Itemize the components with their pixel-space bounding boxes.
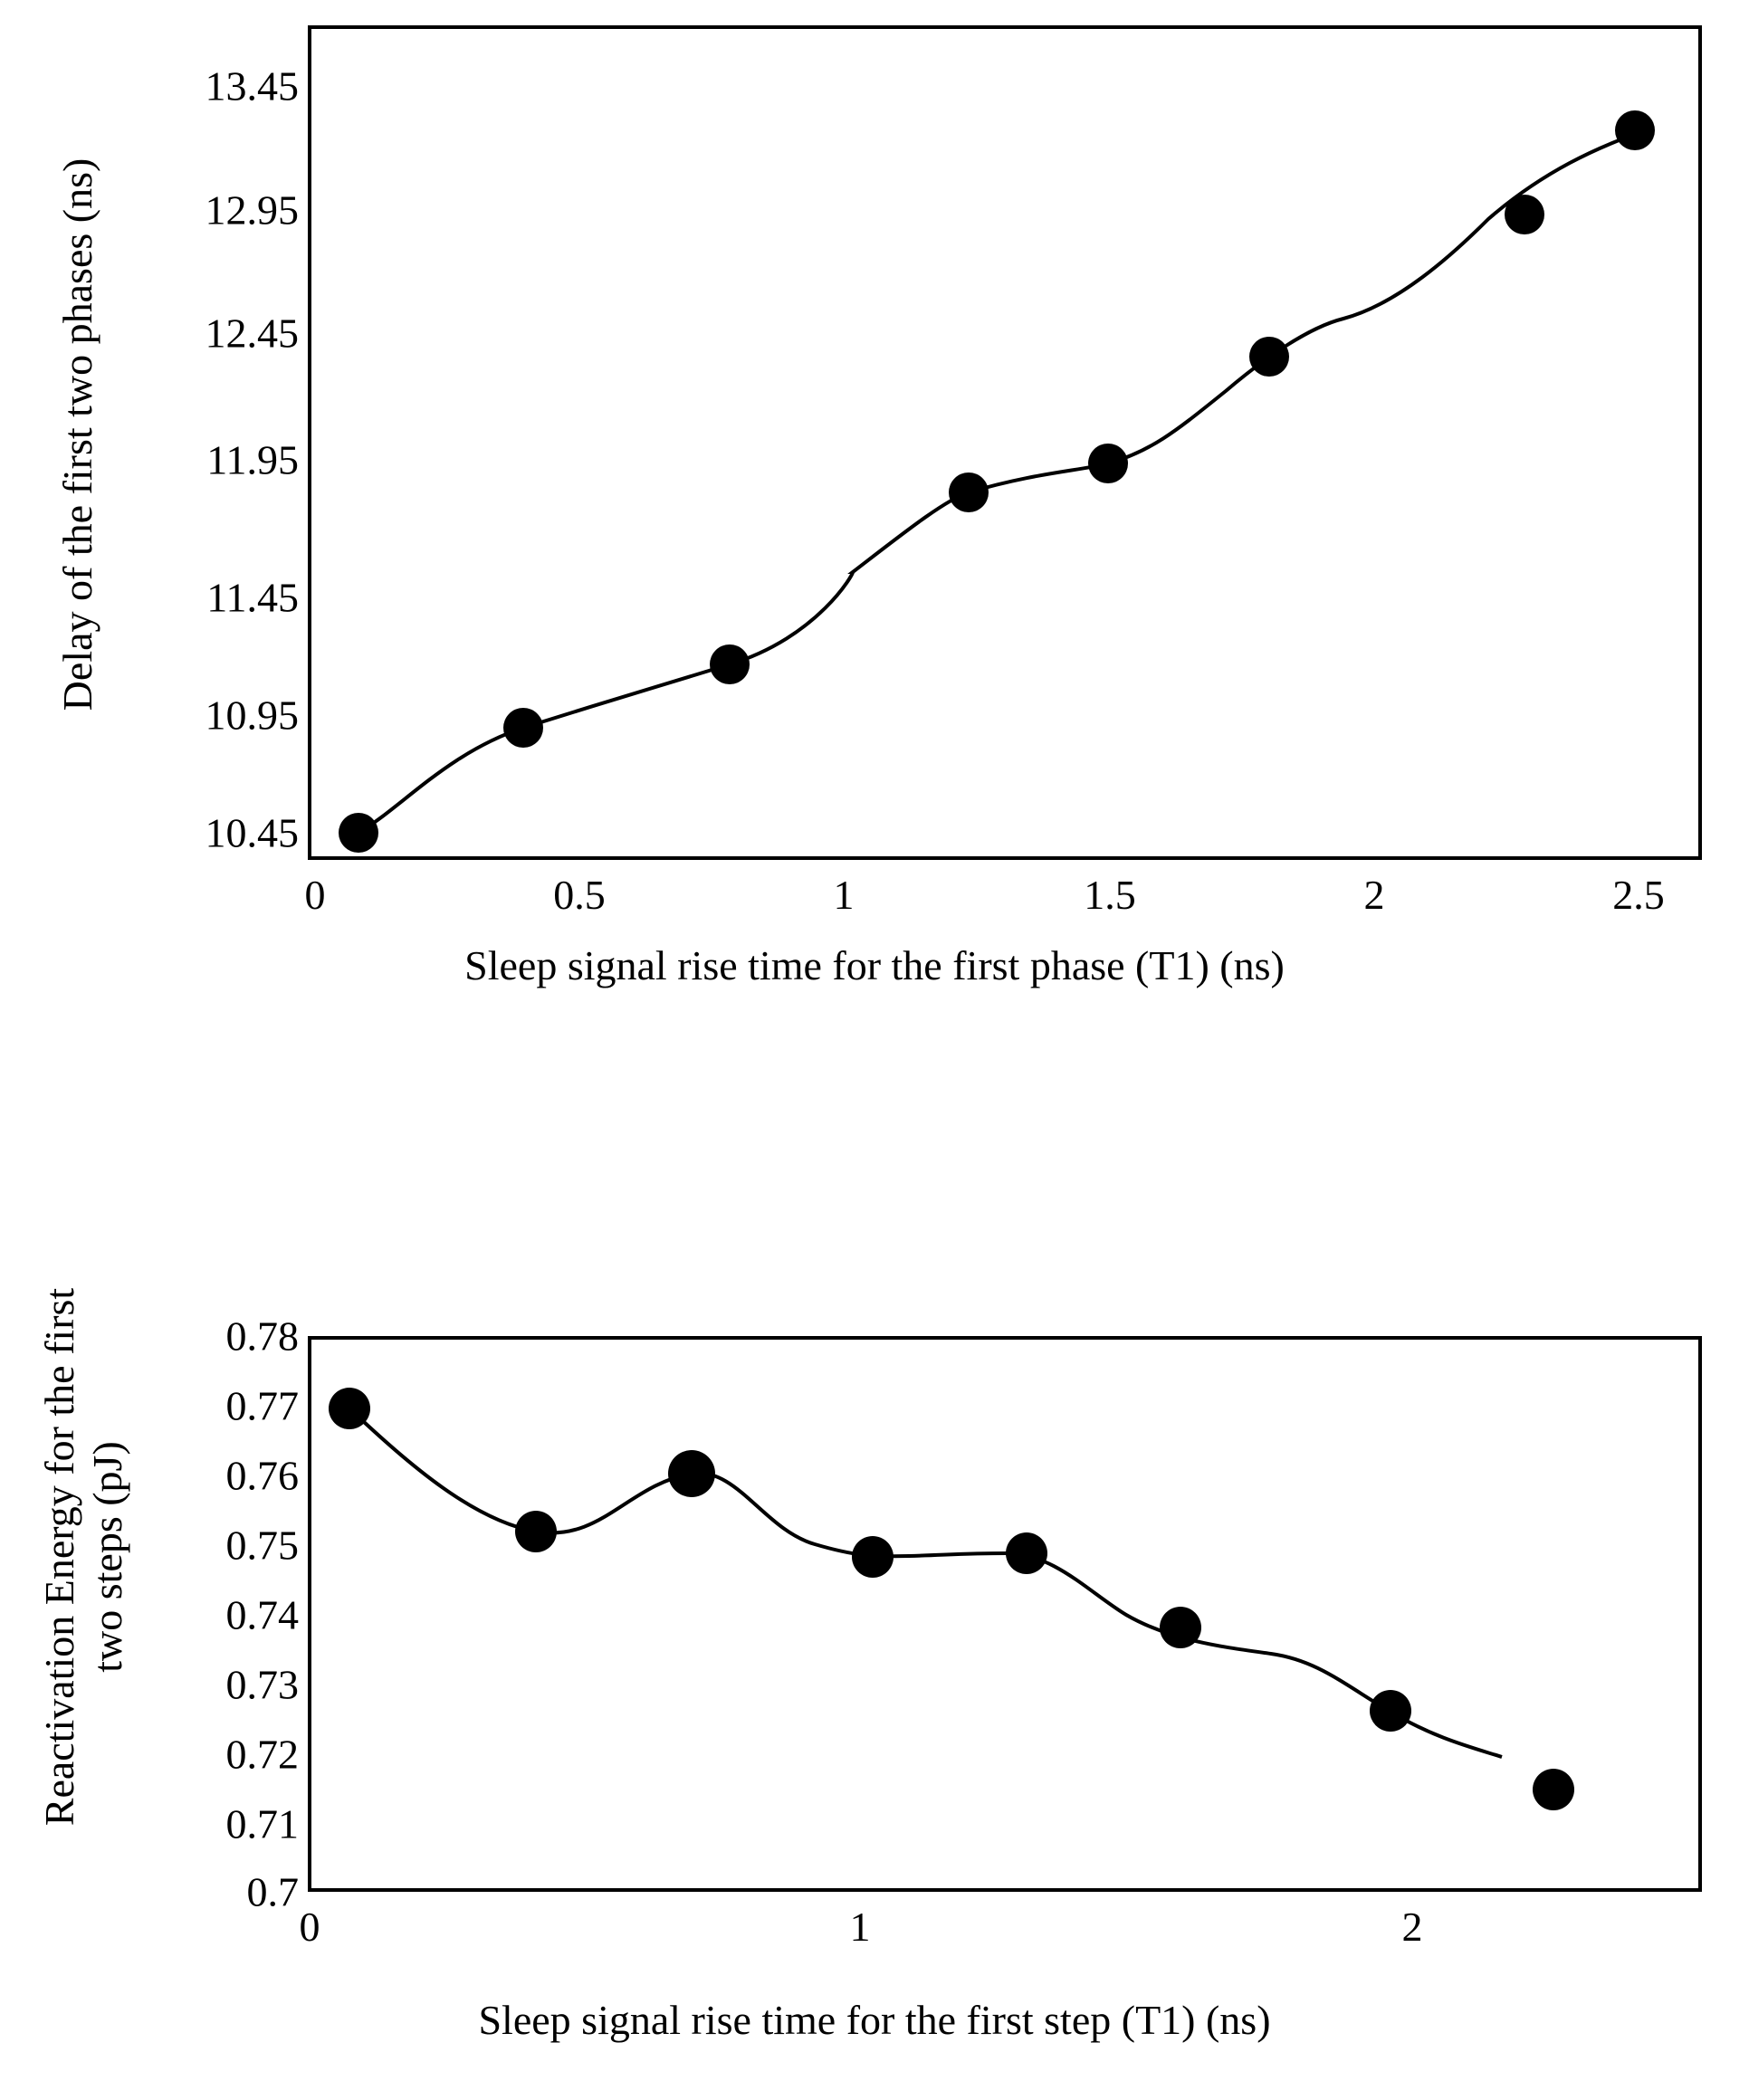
chart-top-ytick-0: 10.45 [205,809,299,856]
chart-bottom-point [329,1388,370,1429]
chart-bottom-xtick-0: 0 [299,1904,320,1950]
chart-bottom-ytick-2: 0.72 [225,1731,299,1778]
chart-top-xtick-2: 1 [833,872,855,918]
chart-bottom-point [852,1536,894,1578]
chart-bottom-line [349,1408,1502,1757]
chart-bottom-point [1006,1532,1047,1574]
chart-bottom-ytick-7: 0.77 [225,1382,299,1429]
chart-top-ytick-5: 12.95 [205,186,299,234]
chart-top-point [1088,444,1128,483]
chart-bottom [0,1041,1749,2100]
chart-bottom-xtick-2: 2 [1401,1904,1423,1950]
chart-bottom-plot-area [308,1336,1702,1892]
chart-bottom-ytick-0: 0.7 [246,1868,299,1915]
chart-top-ytick-1: 10.95 [205,692,299,739]
chart-top-point [949,472,989,512]
chart-bottom-point [515,1511,557,1552]
chart-bottom-ytick-4: 0.74 [225,1591,299,1638]
chart-top-series-svg [311,29,1706,864]
chart-top-xtick-5: 2.5 [1612,872,1665,918]
chart-top-point [503,708,543,748]
chart-bottom-y-axis-label-line2: two steps (pJ) [83,1441,130,1673]
chart-top-ytick-2: 11.45 [206,574,299,621]
chart-top-xtick-0: 0 [304,872,326,918]
chart-bottom-x-axis-label: Sleep signal rise time for the first step (T1) (ns) [478,1997,1271,2043]
chart-top-xtick-1: 0.5 [553,872,606,918]
chart-bottom-point [1370,1690,1411,1732]
chart-top-point [339,813,378,853]
chart-top-ytick-4: 12.45 [205,310,299,357]
chart-top-xtick-3: 1.5 [1084,872,1136,918]
chart-top-xtick-4: 2 [1363,872,1385,918]
chart-bottom-ytick-6: 0.76 [225,1452,299,1499]
chart-bottom-point [668,1450,715,1497]
chart-bottom-series-svg [311,1340,1706,1895]
chart-top-x-axis-label: Sleep signal rise time for the first phase (T1) (ns) [464,942,1285,988]
chart-top [0,0,1749,1041]
chart-bottom-point [1533,1769,1574,1810]
chart-bottom-xtick-1: 1 [849,1904,871,1950]
chart-bottom-ytick-5: 0.75 [225,1522,299,1569]
chart-top-plot-area [308,25,1702,860]
chart-top-ytick-6: 13.45 [205,62,299,110]
chart-bottom-ytick-3: 0.73 [225,1661,299,1708]
chart-top-point [1249,337,1289,377]
chart-top-y-axis-label: Delay of the first two phases (ns) [54,158,100,711]
chart-bottom-y-axis-label-line1: Reactivation Energy for the first [36,1287,82,1827]
chart-top-point [1615,110,1655,150]
chart-top-line [358,129,1651,833]
chart-bottom-point [1160,1607,1201,1648]
chart-top-ytick-3: 11.95 [206,436,299,483]
chart-top-point [710,644,750,684]
chart-bottom-ytick-1: 0.71 [225,1800,299,1847]
chart-bottom-ytick-8: 0.78 [225,1312,299,1360]
chart-top-point [1505,195,1544,234]
